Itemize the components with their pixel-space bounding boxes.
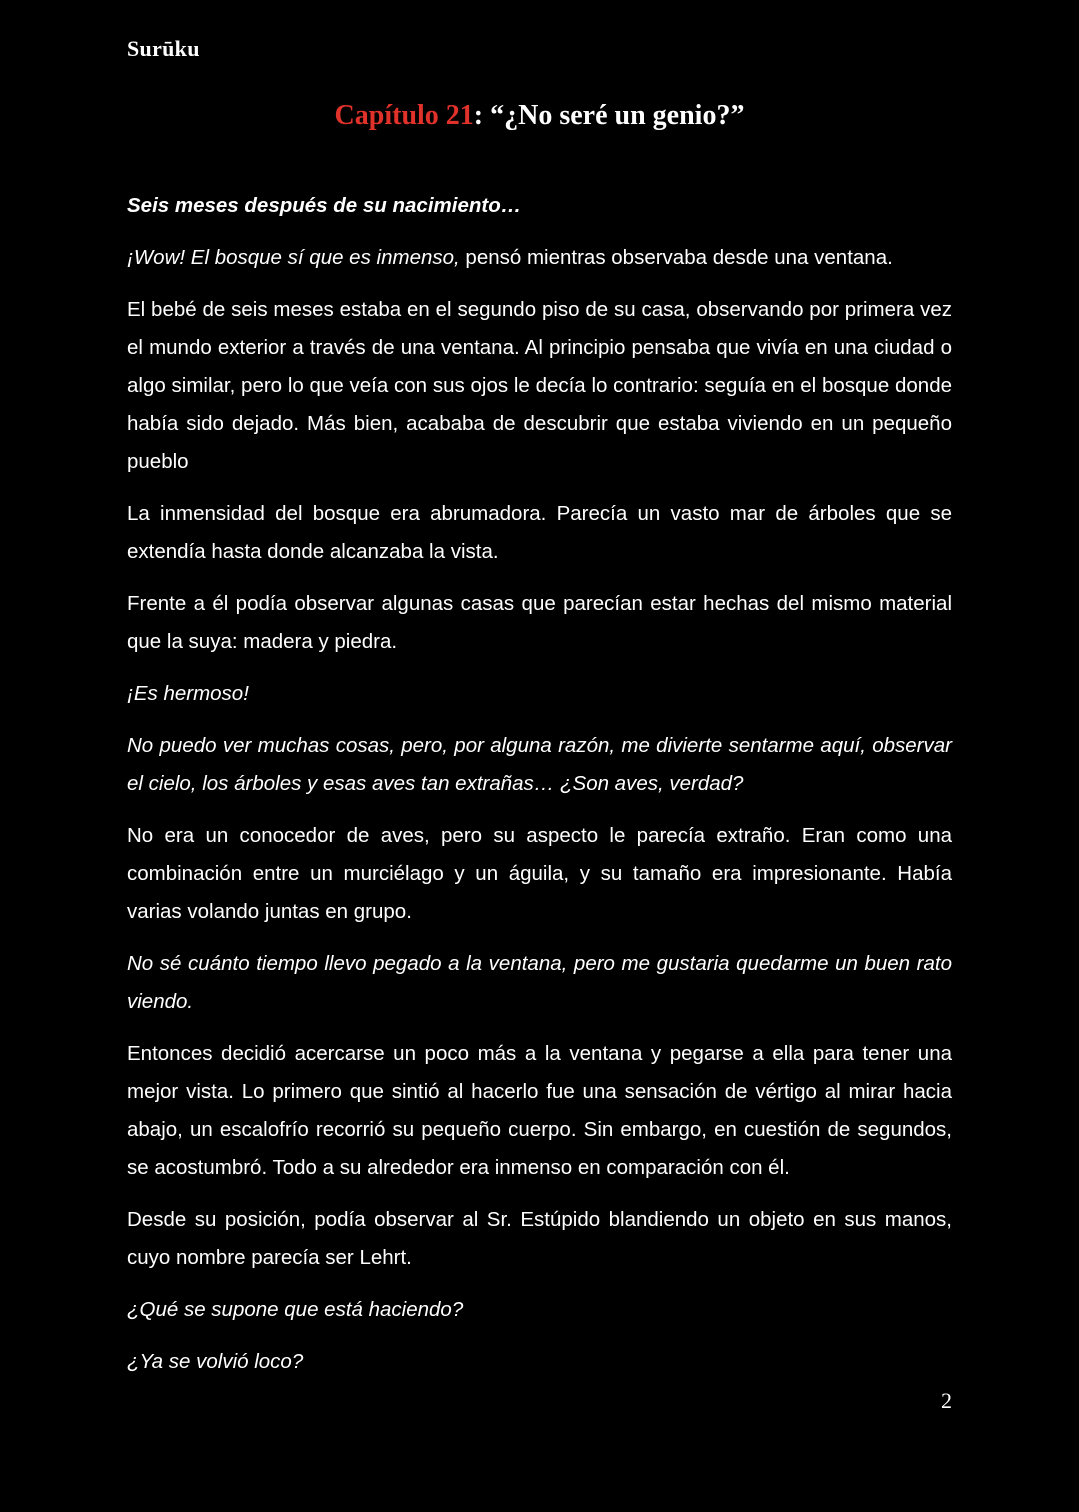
paragraph: La inmensidad del bosque era abrumadora. Parecía un vasto mar de árboles que se extendía hasta donde alcanzaba la vista.	[127, 502, 952, 563]
paragraph-thought: No puedo ver muchas cosas, pero, por alguna razón, me divierte sentarme aquí, observar el cielo, los árboles y esas aves tan extrañas… ¿Son aves, verdad?	[127, 734, 952, 795]
paragraph: Entonces decidió acercarse un poco más a la ventana y pegarse a ella para tener una mejor vista. Lo primero que sintió al hacerlo fue una sensación de vértigo al mirar hacia abajo, un escalofrío recorrió su pequeño cuerpo. Sin embargo, en cuestión de segundos, se acostumbró. Todo a su alrededor era inmenso en comparación con él.	[127, 1042, 952, 1179]
running-header-author: Surūku	[127, 36, 200, 61]
paragraph: No era un conocedor de aves, pero su aspecto le parecía extraño. Eran como una combinación entre un murciélago y un águila, y su tamaño era impresionante. Había varias volando juntas en grupo.	[127, 824, 952, 923]
paragraph-thought: No sé cuánto tiempo llevo pegado a la ventana, pero me gustaria quedarme un buen rato viendo.	[127, 952, 952, 1013]
chapter-title	[0, 100, 1079, 132]
body-text	[127, 187, 952, 1395]
time-skip-text: Seis meses después de su nacimiento…	[127, 194, 522, 217]
paragraph-thought: ¿Ya se volvió loco?	[127, 1350, 304, 1373]
paragraph: Desde su posición, podía observar al Sr. Estúpido blandiendo un objeto en sus manos, cuyo nombre parecía ser Lehrt.	[127, 1208, 952, 1269]
paragraph: Frente a él podía observar algunas casas que parecían estar hechas del mismo material que la suya: madera y piedra.	[127, 592, 952, 653]
paragraph-thought: ¿Qué se supone que está haciendo?	[127, 1298, 464, 1321]
chapter-name: : “¿No seré un genio?”	[473, 100, 745, 131]
paragraph: El bebé de seis meses estaba en el segundo piso de su casa, observando por primera vez el mundo exterior a través de una ventana. Al principio pensaba que vivía en una ciudad o algo similar, pero lo que veía con sus ojos le decía lo contrario: seguía en el bosque donde había sido dejado. Más bien, acababa de descubrir que estaba viviendo en un pequeño pueblo	[127, 298, 952, 473]
page-number: 2	[941, 1388, 952, 1413]
chapter-label: Capítulo 21	[334, 100, 474, 131]
narration-text: pensó mientras observaba desde una ventana.	[459, 246, 893, 269]
paragraph-time-skip	[127, 187, 952, 225]
thought-text: ¡Wow! El bosque sí que es inmenso,	[127, 246, 460, 269]
paragraph-thought: ¡Es hermoso!	[127, 682, 249, 705]
paragraph-wow	[127, 239, 952, 277]
